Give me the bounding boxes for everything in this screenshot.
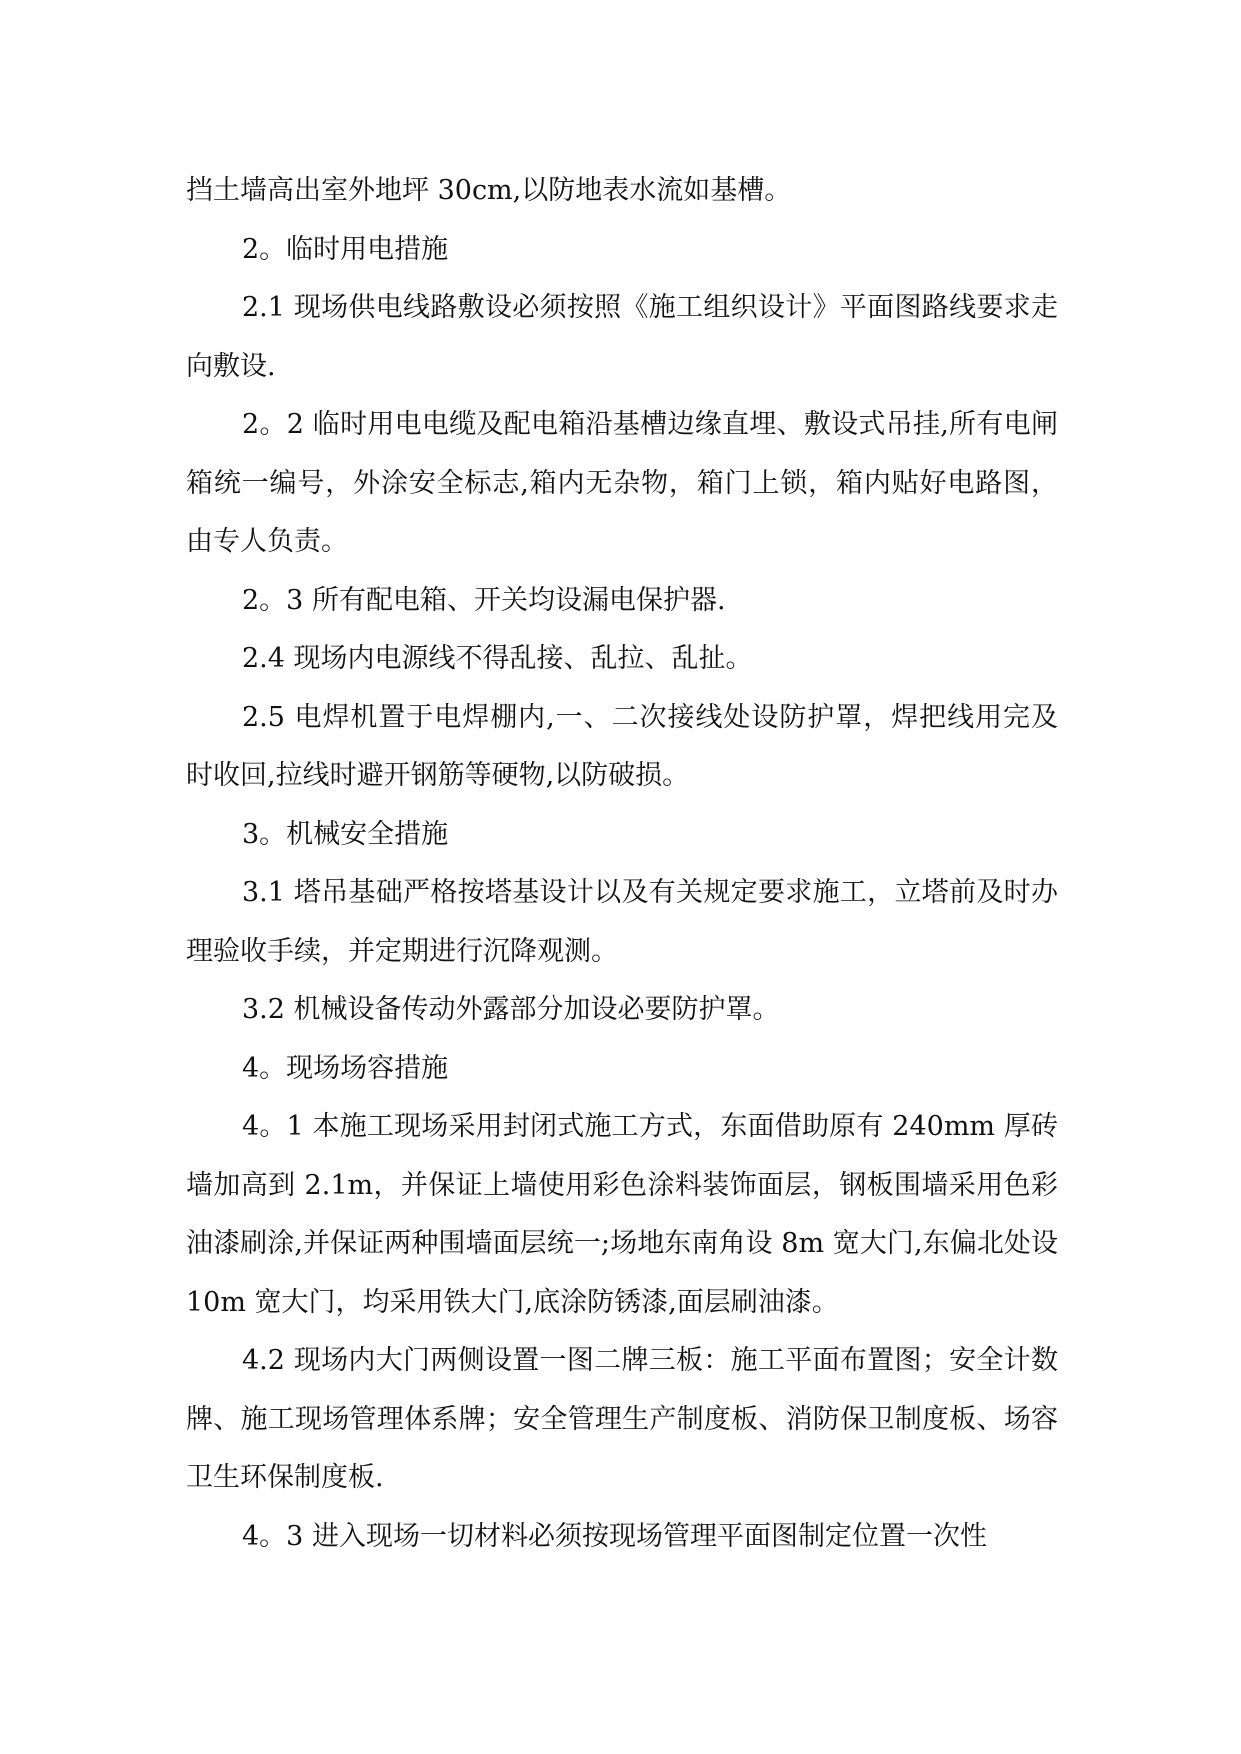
paragraph-4-3: 4。3 进入现场一切材料必须按现场管理平面图制定位置一次性 [242, 1520, 987, 1552]
paragraph-4-2: 4.2 现场内大门两侧设置一图二牌三板：施工平面布置图；安全计数牌、施工现场管理体系牌；安全管理生产制度板、消防保卫制度板、场容卫生环保制度板. [186, 1345, 1058, 1493]
paragraph-2-2: 2。2 临时用电电缆及配电箱沿基槽边缘直埋、敷设式吊挂,所有电闸箱统一编号，外涂安全标志,箱内无杂物，箱门上锁，箱内贴好电路图，由专人负责。 [186, 409, 1058, 557]
heading-machinery-safety: 3。机械安全措施 [242, 818, 449, 850]
paragraph-2-3: 2。3 所有配电箱、开关均设漏电保护器. [242, 584, 726, 616]
paragraph-retaining-wall: 挡土墙高出室外地坪 30cm,以防地表水流如基槽。 [186, 175, 792, 206]
paragraph-3-2: 3.2 机械设备传动外露部分加设必要防护罩。 [242, 994, 780, 1025]
paragraph-3-1: 3.1 塔吊基础严格按塔基设计以及有关规定要求施工，立塔前及时办理验收手续，并定期进行沉降观测。 [186, 877, 1058, 967]
paragraph-2-5: 2.5 电焊机置于电焊棚内,一、二次接线处设防护罩，焊把线用完及时收回,拉线时避开钢筋等硬物,以防破损。 [186, 701, 1058, 791]
heading-site-appearance: 4。现场场容措施 [242, 1052, 449, 1084]
paragraph-2-1: 2.1 现场供电线路敷设必须按照《施工组织设计》平面图路线要求走向敷设. [186, 292, 1058, 382]
paragraph-2-4: 2.4 现场内电源线不得乱接、乱拉、乱扯。 [242, 643, 753, 674]
heading-temporary-electricity: 2。临时用电措施 [242, 233, 449, 265]
document-body [186, 162, 1058, 1566]
paragraph-4-1: 4。1 本施工现场采用封闭式施工方式，东面借助原有 240mm 厚砖墙加高到 2.1m，并保证上墙使用彩色涂料装饰面层，钢板围墙采用色彩油漆刷涂,并保证两种围墙面层统一;场地东南角设 8m 宽大门,东偏北处设 10m 宽大门，均采用铁大门,底涂防锈漆,面层刷油漆。 [186, 1111, 1058, 1318]
